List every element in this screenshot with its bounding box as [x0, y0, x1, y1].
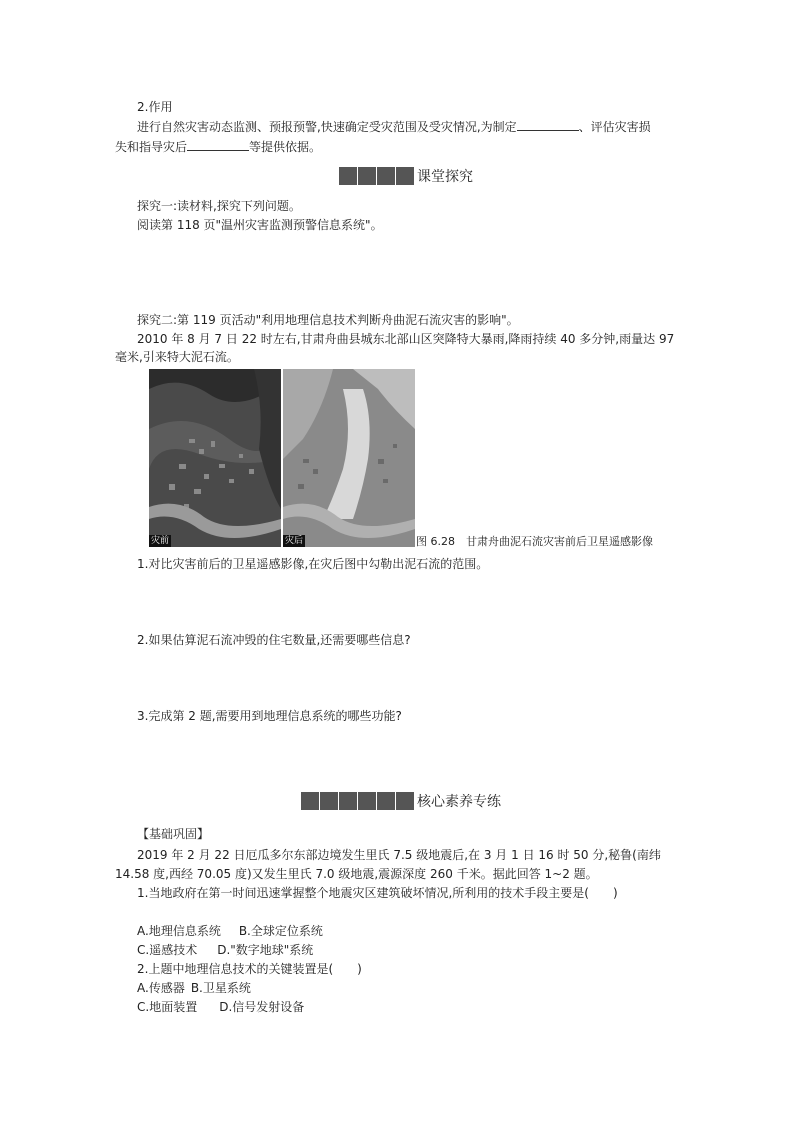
question-2: 2.如果估算泥石流冲毁的住宅数量,还需要哪些信息? — [137, 633, 411, 647]
role-line-1-a: 进行自然灾害动态监测、预报预警,快速确定受灾范围及受灾情况,为制定 — [137, 120, 517, 134]
q2-option-a[interactable]: A.传感器 — [137, 981, 185, 995]
role-line-2-a: 失和指导灾后 — [115, 140, 188, 154]
before-label: 灾前 — [151, 536, 170, 546]
before-image-graphic — [149, 369, 281, 547]
after-label: 灾后 — [285, 536, 304, 546]
role-line-2-b: 等提供依据。 — [249, 140, 322, 154]
classroom-section-title: 课堂探究 — [417, 169, 473, 185]
explore-2: 探究二:第 119 页活动"利用地理信息技术判断舟曲泥石流灾害的影响"。 — [137, 313, 519, 327]
earthquake-para-line-2: 14.58 度,西经 70.05 度)又发生里氏 7.0 级地震,震源深度 260 千米。据此回答 1~2 题。 — [115, 867, 598, 881]
satellite-image-after — [283, 369, 415, 547]
core-question-2: 2.上题中地理信息技术的关键装置是( ) — [137, 962, 362, 976]
figure-caption: 图 6.28 甘肃舟曲泥石流灾害前后卫星遥感影像 — [416, 535, 653, 548]
earthquake-para-line-1: 2019 年 2 月 22 日厄瓜多尔东部边境发生里氏 7.5 级地震后,在 3 月 1 日 16 时 50 分,秘鲁(南纬 — [137, 848, 661, 862]
q1-options-row-1 — [137, 922, 323, 940]
explore-1-read: 阅读第 118 页"温州灾害监测预警信息系统"。 — [137, 218, 383, 232]
zhouqu-para-line-1: 2010 年 8 月 7 日 22 时左右,甘肃舟曲县城东北部山区突降特大暴雨,降雨持续 40 多分钟,雨量达 97 — [137, 332, 675, 346]
classroom-section-header — [339, 166, 473, 186]
fill-blank-1[interactable] — [517, 118, 579, 131]
q2-option-b[interactable]: B.卫星系统 — [190, 981, 251, 995]
satellite-image-before — [149, 369, 281, 547]
role-line-1 — [137, 118, 651, 136]
q1-option-b[interactable]: B.全球定位系统 — [238, 924, 323, 938]
question-1: 1.对比灾害前后的卫星遥感影像,在灾后图中勾勒出泥石流的范围。 — [137, 557, 489, 571]
q1-options-row-2 — [137, 941, 313, 959]
q2-options-row-1 — [137, 979, 251, 997]
core-section-title: 核心素养专练 — [417, 794, 501, 810]
role-line-2 — [115, 138, 321, 156]
core-header-blocks — [301, 792, 415, 810]
q1-option-a[interactable]: A.地理信息系统 — [137, 924, 221, 938]
after-image-graphic — [283, 369, 415, 547]
explore-1: 探究一:读材料,探究下列问题。 — [137, 199, 301, 213]
q2-option-d[interactable]: D.信号发射设备 — [219, 1000, 305, 1014]
role-line-1-b: 、评估灾害损 — [578, 120, 651, 134]
core-section-header — [301, 791, 501, 811]
core-question-1: 1.当地政府在第一时间迅速掌握整个地震灾区建筑破坏情况,所利用的技术手段主要是( ) — [137, 886, 618, 900]
question-3: 3.完成第 2 题,需要用到地理信息系统的哪些功能? — [137, 709, 402, 723]
q2-option-c[interactable]: C.地面装置 — [137, 1000, 198, 1014]
header-blocks — [339, 167, 415, 185]
q1-option-d[interactable]: D."数字地球"系统 — [217, 943, 314, 957]
q1-option-c[interactable]: C.遥感技术 — [137, 943, 198, 957]
q2-options-row-2 — [137, 998, 304, 1016]
fill-blank-2[interactable] — [187, 138, 249, 151]
basic-consolidation-label: 【基础巩固】 — [137, 827, 210, 841]
zhouqu-para-line-2: 毫米,引来特大泥石流。 — [115, 350, 239, 364]
role-heading: 2.作用 — [137, 100, 173, 114]
